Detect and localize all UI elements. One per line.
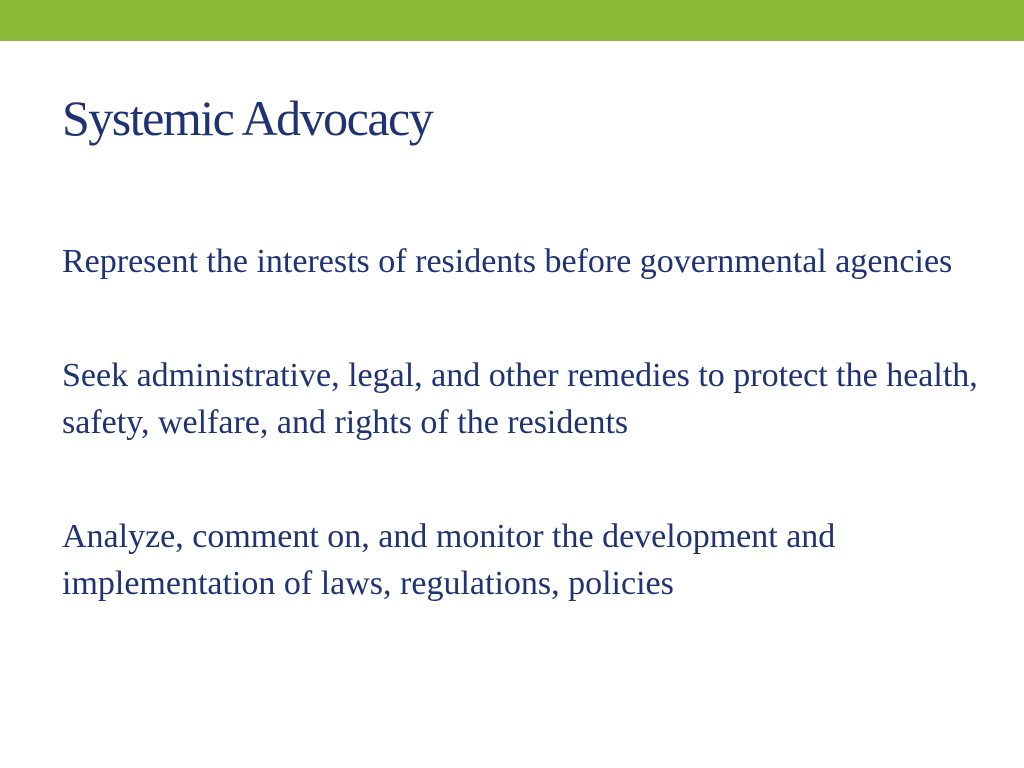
body-point-3: Analyze, comment on, and monitor the development and implementation of laws, regulations, policies — [62, 518, 836, 602]
body-point-1: Represent the interests of residents before governmental agencies — [62, 243, 953, 280]
accent-header-bar — [0, 0, 1024, 41]
slide-body — [62, 238, 982, 674]
slide-title: Systemic Advocacy — [62, 90, 433, 146]
body-point-2: Seek administrative, legal, and other remedies to protect the health, safety, welfare, and rights of the residents — [62, 357, 978, 441]
